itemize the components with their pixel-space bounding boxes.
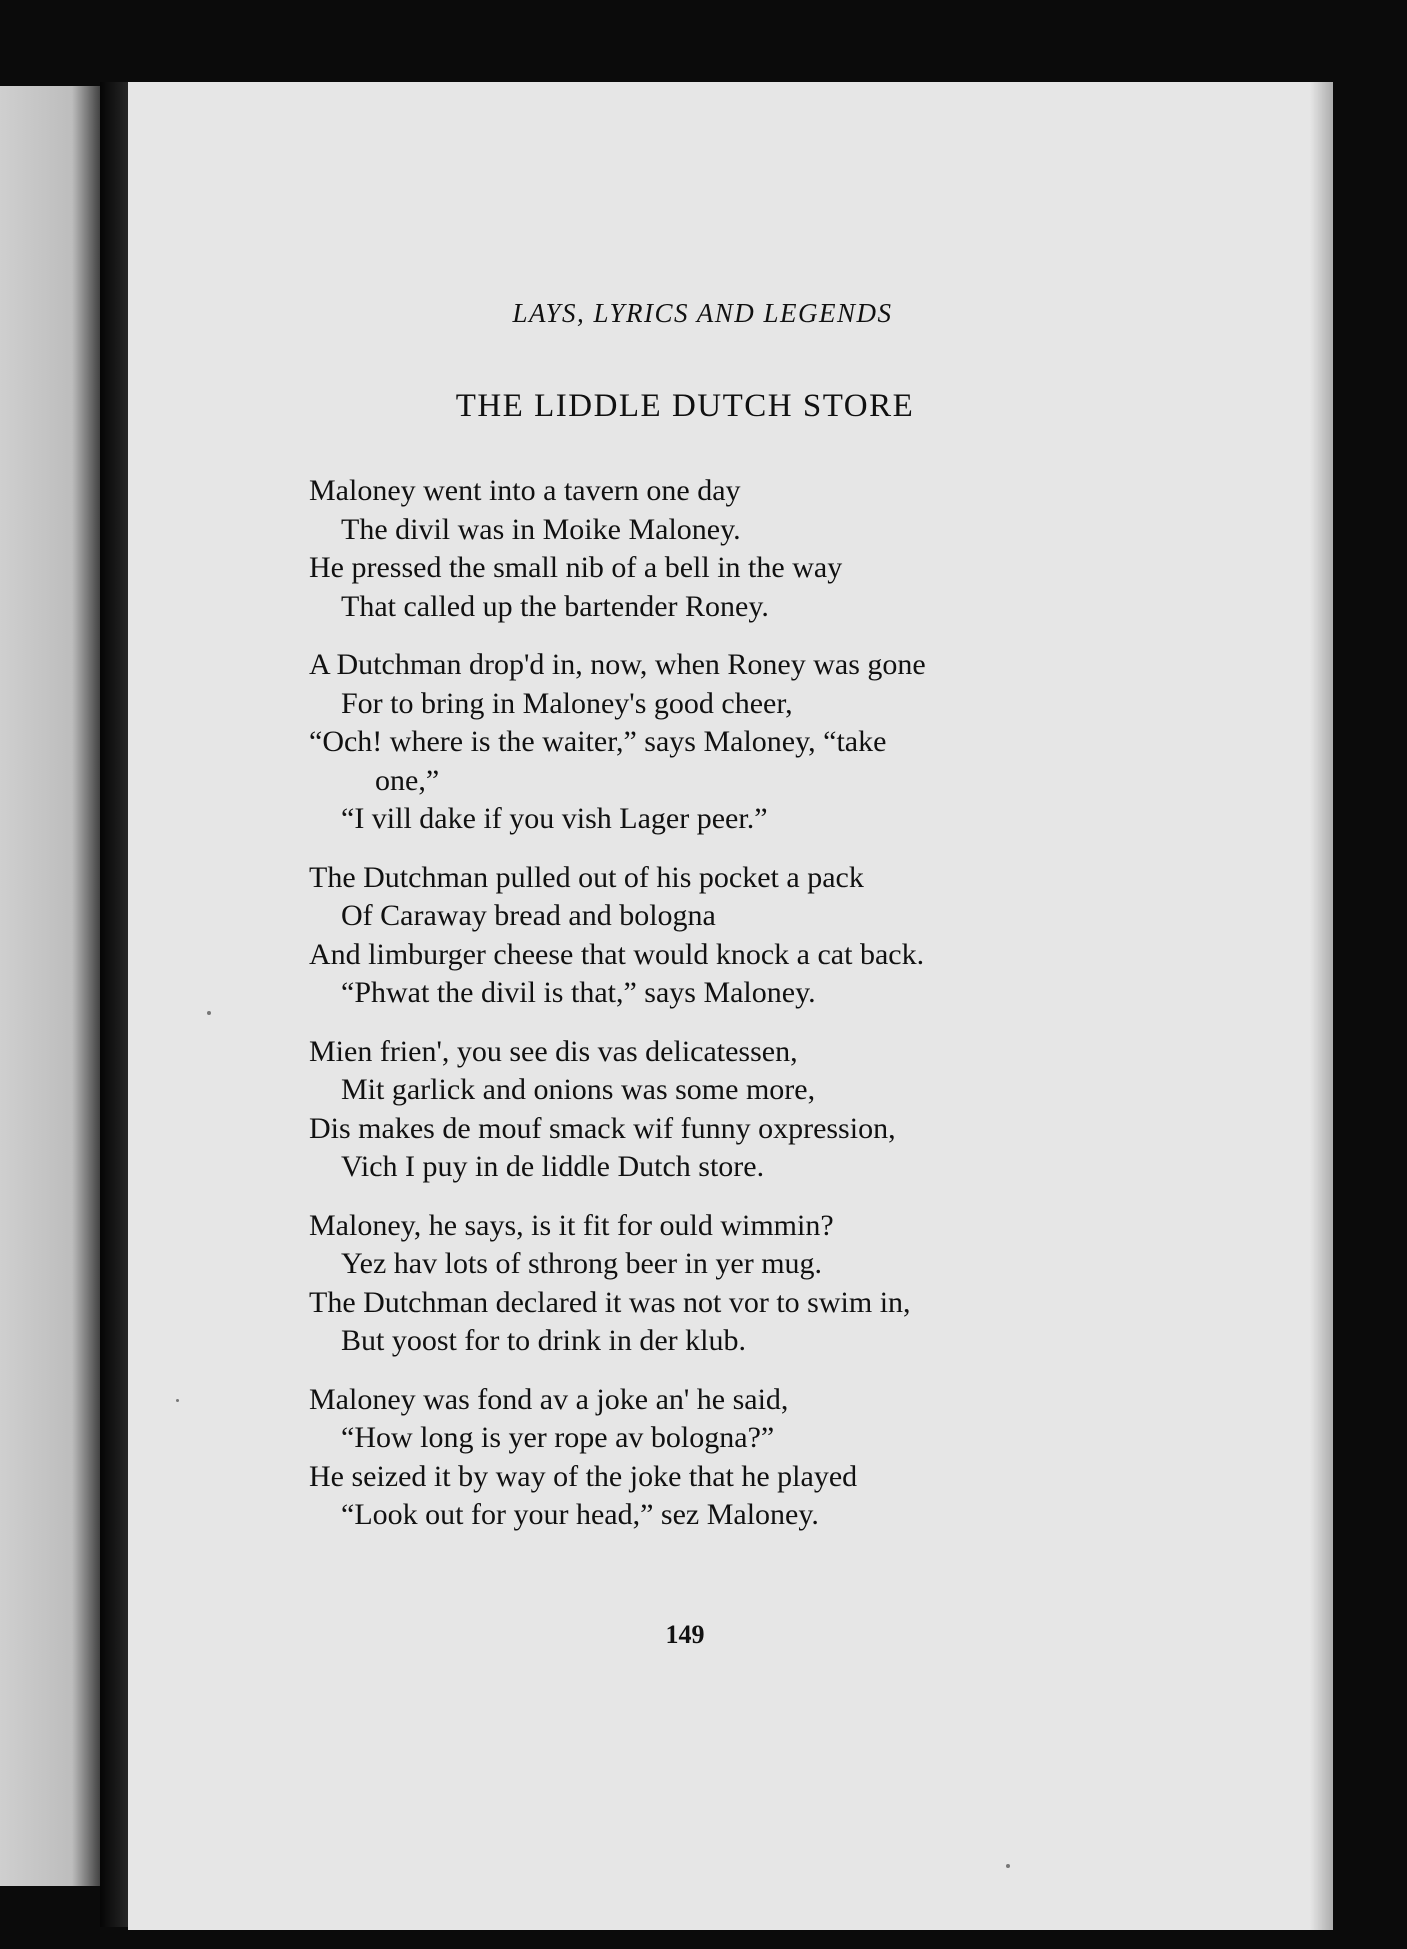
poem-line: Mien frien', you see dis vas delicatessen,	[309, 1034, 798, 1068]
poem-line: For to bring in Maloney's good cheer,	[341, 686, 793, 720]
stanza	[309, 646, 1099, 839]
poem-line: “I vill dake if you vish Lager peer.”	[341, 802, 768, 835]
poem-line: He seized it by way of the joke that he played	[309, 1459, 858, 1493]
page-speck	[207, 1011, 211, 1015]
poem-line: The Dutchman declared it was not vor to swim in,	[309, 1285, 911, 1319]
page-speck	[1006, 1864, 1010, 1868]
poem-line: “Och! where is the waiter,” says Maloney, “take	[309, 725, 887, 758]
poem-line: Dis makes de mouf smack wif funny oxpression,	[309, 1111, 896, 1145]
poem-line: Maloney went into a tavern one day	[309, 474, 741, 507]
poem-line: He pressed the small nib of a bell in the way	[309, 551, 843, 584]
poem-line: A Dutchman drop'd in, now, when Roney was gone	[309, 648, 926, 681]
stanza	[309, 1207, 1099, 1361]
poem-line: The Dutchman pulled out of his pocket a pack	[309, 860, 864, 894]
poem-line: Maloney, he says, is it fit for ould wimmin?	[309, 1208, 834, 1242]
stanza	[309, 1033, 1099, 1187]
poem-line: That called up the bartender Roney.	[341, 589, 769, 623]
stanza	[309, 1381, 1099, 1535]
poem-title: THE LIDDLE DUTCH STORE	[455, 388, 915, 424]
poem-line: “How long is yer rope av bologna?”	[341, 1421, 775, 1454]
poem-line: one,”	[375, 763, 440, 797]
poem-line: Of Caraway bread and bologna	[341, 899, 716, 932]
page-speck	[176, 1399, 179, 1402]
poem-line: But yoost for to drink in der klub.	[341, 1324, 746, 1357]
poem-line: Vich I puy in de liddle Dutch store.	[341, 1150, 765, 1183]
stanza	[309, 859, 1099, 1013]
poem-line: The divil was in Moike Maloney.	[341, 512, 741, 546]
poem-line: Yez hav lots of sthrong beer in yer mug.	[341, 1247, 823, 1280]
page-edge-shadow	[1310, 82, 1333, 1930]
poem-body	[309, 472, 1099, 1555]
poem-line: Maloney was fond av a joke an' he said,	[309, 1382, 789, 1416]
stanza	[309, 472, 1099, 626]
poem-line: And limburger cheese that would knock a cat back.	[309, 937, 925, 971]
poem-line: “Phwat the divil is that,” says Maloney.	[341, 976, 816, 1009]
poem-line: Mit garlick and onions was some more,	[341, 1073, 816, 1106]
running-head-text: LAYS, LYRICS AND LEGENDS	[512, 298, 893, 328]
page-number: 149	[665, 1620, 705, 1649]
poem-line: “Look out for your head,” sez Maloney.	[341, 1498, 819, 1531]
running-head	[0, 298, 1407, 329]
